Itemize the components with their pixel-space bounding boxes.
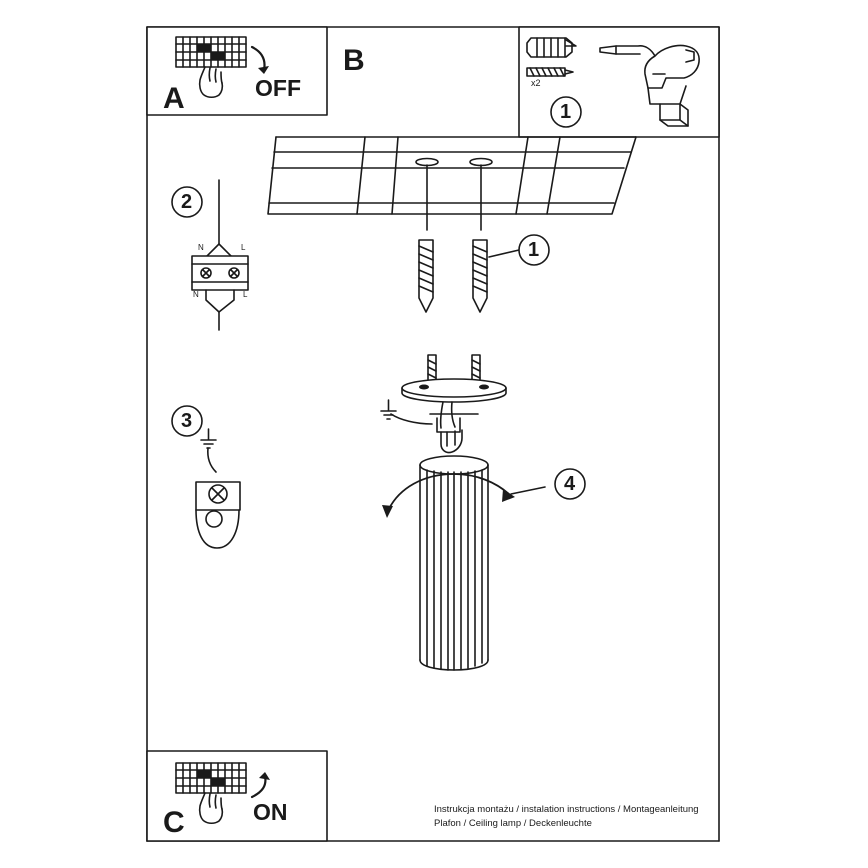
lamp-assembly — [381, 355, 585, 670]
step-3-label: 3 — [181, 410, 193, 432]
sheet-frame — [147, 27, 719, 841]
panel-b-label: B — [343, 44, 365, 77]
switch-on-label: ON — [253, 799, 288, 825]
step-4-callout-label: 4 — [564, 473, 576, 495]
switch-off-label: OFF — [255, 75, 301, 101]
terminal-l-top-label: L — [241, 243, 246, 252]
footer-line-2: Plafon / Ceiling lamp / Deckenleuchte — [434, 818, 592, 829]
panel-kit-box — [519, 27, 719, 137]
terminal-l-bottom-label: L — [243, 290, 248, 299]
panel-c-label: C — [163, 806, 185, 839]
step-1-callout-label: 1 — [528, 239, 540, 261]
step-2-label: 2 — [181, 191, 193, 213]
dowel-quantity-label: x2 — [531, 78, 541, 88]
terminal-n-bottom-label: N — [193, 290, 199, 299]
terminal-n-top-label: N — [198, 243, 204, 252]
footer-line-1: Instrukcja montażu / instalation instructions / Montageanleitung — [434, 804, 699, 815]
panel-a-label: A — [163, 82, 185, 115]
kit-step-circle-label: 1 — [560, 101, 572, 123]
ceiling-illustration — [268, 137, 636, 230]
